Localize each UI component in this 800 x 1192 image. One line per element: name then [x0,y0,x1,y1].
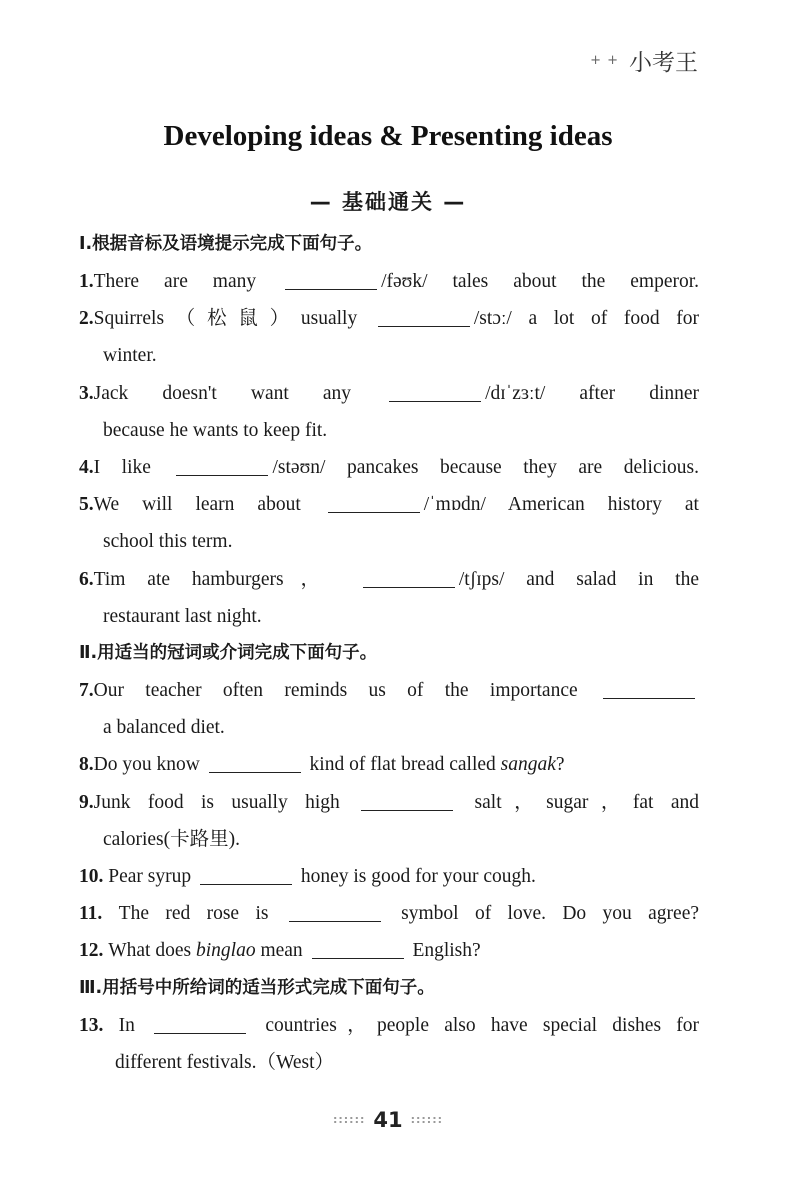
question-11: 11. The red rose is symbol of love. Do you agree? [79,895,699,932]
question-9: 9. Junk food is usually high salt，sugar，fat and [79,784,699,821]
question-number: 7. [79,680,94,702]
section-heading-1: Ⅰ.根据音标及语境提示完成下面句子。 [79,234,373,254]
question-8: 8. Do you know kind of flat bread called sangak? [79,746,699,783]
exercise-content [79,226,699,1081]
question-9-continued: calories(卡路里). [103,828,240,850]
question-2-continued: winter. [103,345,157,367]
question-number: 1. [79,271,94,292]
answer-blank[interactable] [312,939,404,960]
section-heading-2: Ⅱ.用适当的冠词或介词完成下面句子。 [79,643,378,664]
answer-blank[interactable] [289,902,381,923]
section-heading-3: Ⅲ.用括号中所给词的适当形式完成下面句子。 [79,977,435,998]
question-1: 1. There are many /fəʊk/ tales about the emperor. [79,263,699,300]
question-number: 11. [79,903,103,925]
question-13: 13. In countries，people also have special dishes for [79,1007,699,1044]
question-6-continued: restaurant last night. [103,605,262,627]
section-subtitle: — 基础通关 — [309,190,467,214]
question-7: 7. Our teacher often reminds us of the importance [79,672,699,709]
page-title: Developing ideas & Presenting ideas [163,120,613,152]
question-number: 12. [79,940,104,962]
question-7-continued: a balanced diet. [103,717,225,739]
question-number: 10. [79,866,104,888]
dots-right-icon: :::::: [410,1113,444,1126]
page-number: 41 [373,1108,403,1132]
answer-blank[interactable] [378,307,470,328]
question-5: 5. We will learn about /ˈmɒdn/ American history at [79,486,699,523]
question-number: 2. [79,308,94,330]
question-13-continued: different festivals.（West） [115,1051,335,1073]
answer-blank[interactable] [176,456,268,477]
question-3: 3. Jack doesn't want any /dɪˈzɜːt/ after dinner [79,375,699,412]
question-number: 4. [79,457,94,479]
question-3-continued: because he wants to keep fit. [103,419,328,441]
page-footer [0,1108,776,1132]
answer-blank[interactable] [603,679,695,700]
dots-left-icon: :::::: [332,1113,366,1126]
answer-blank[interactable] [285,270,377,291]
brand-name: 小考王 [629,50,698,76]
question-4: 4. I like /stəʊn/ pancakes because they are delicious. [79,449,699,486]
question-number: 3. [79,382,94,404]
question-number: 6. [79,568,94,590]
sparkle-icon: + + [590,53,619,68]
question-5-continued: school this term. [103,531,233,553]
question-2: 2. Squirrels（松鼠）usually /stɔː/ a lot of food for [79,300,699,337]
answer-blank[interactable] [363,567,455,588]
question-10: 10. Pear syrup honey is good for your cough. [79,858,699,895]
question-number: 9. [79,791,94,813]
answer-blank[interactable] [209,753,301,774]
question-number: 8. [79,754,94,776]
brand-header [0,44,698,77]
question-12: 12. What does binglao mean English? [79,932,699,969]
answer-blank[interactable] [389,381,481,402]
answer-blank[interactable] [154,1013,246,1034]
question-number: 5. [79,494,94,516]
answer-blank[interactable] [361,790,453,811]
question-number: 13. [79,1014,104,1036]
answer-blank[interactable] [328,493,420,514]
question-6: 6. Tim ate hamburgers， /tʃɪps/ and salad in the [79,561,699,598]
answer-blank[interactable] [200,865,292,886]
